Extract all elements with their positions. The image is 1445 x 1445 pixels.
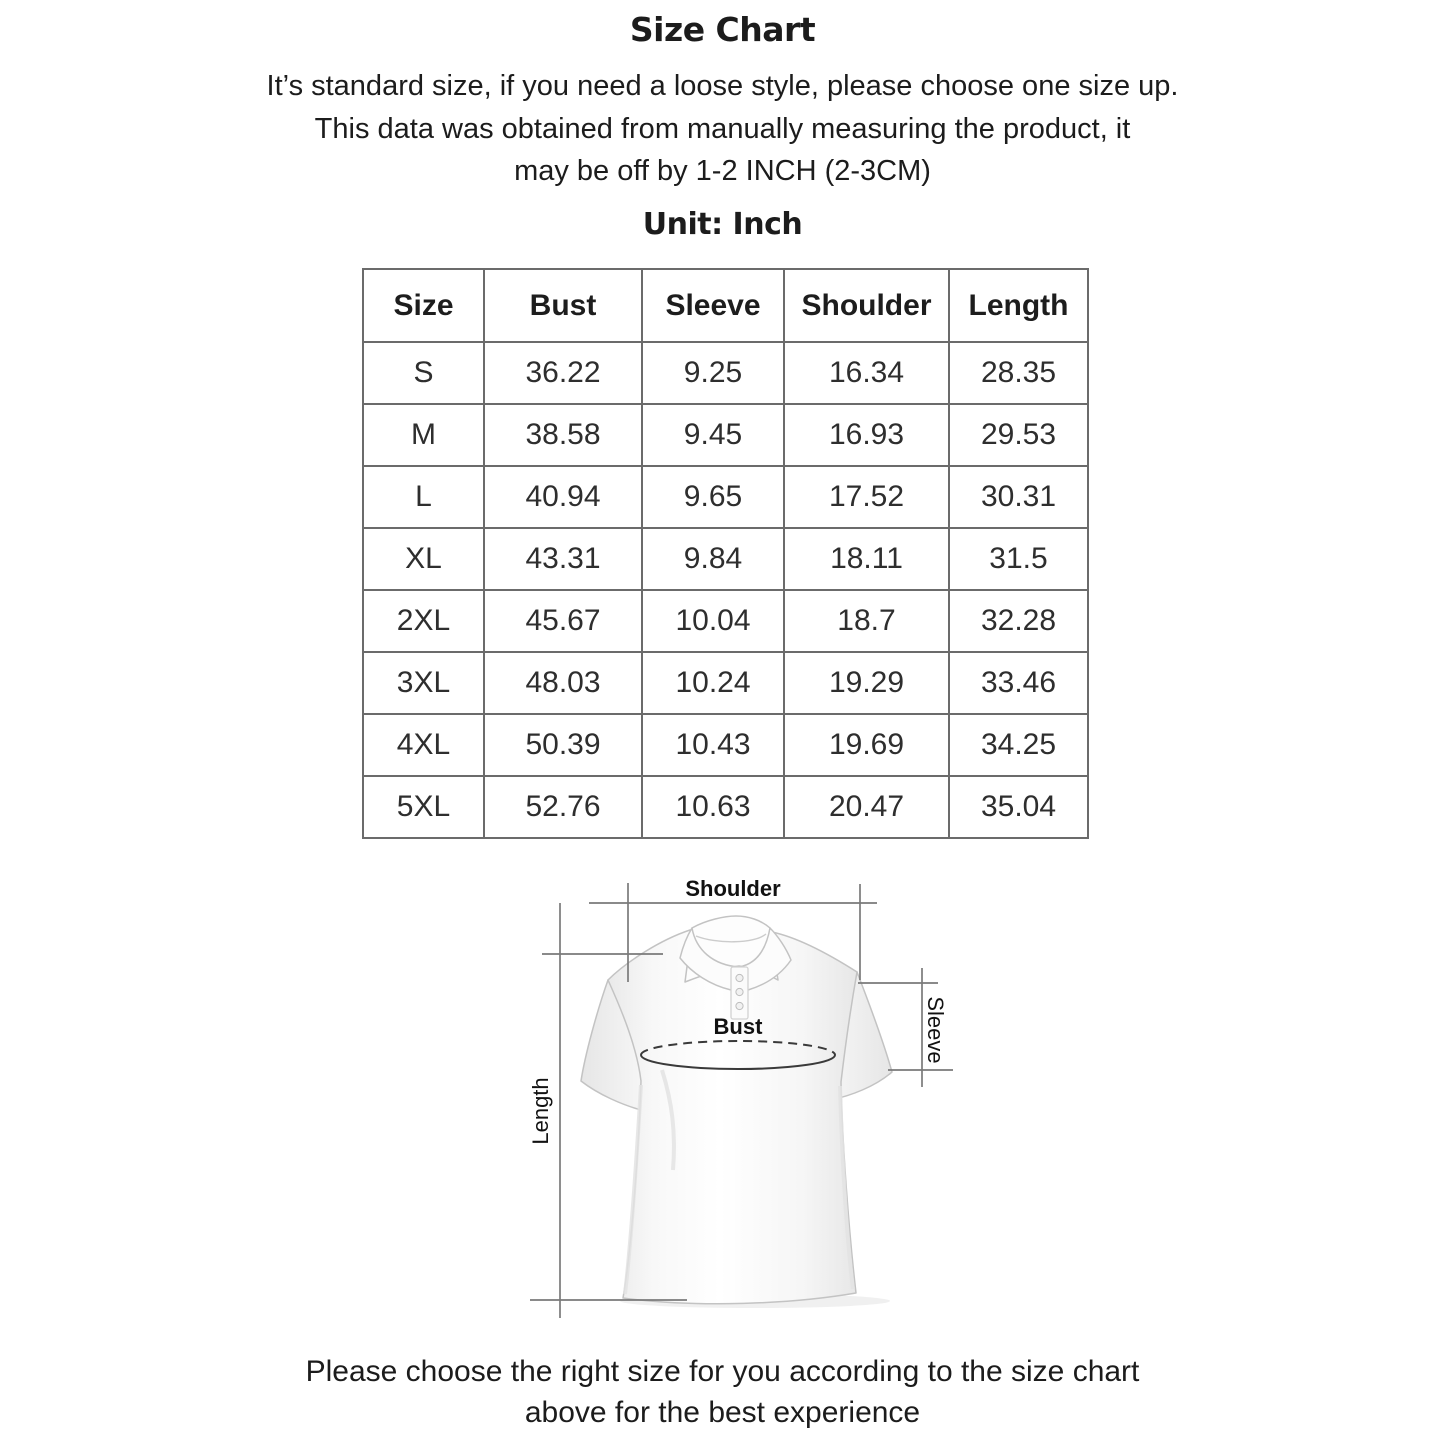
cell-shoulder: 16.34 (784, 342, 949, 404)
cell-sleeve: 9.65 (642, 466, 784, 528)
table-header-row (363, 269, 1088, 342)
table-row (363, 466, 1088, 528)
cell-sleeve: 10.63 (642, 776, 784, 838)
cell-length: 32.28 (949, 590, 1088, 652)
cell-length: 31.5 (949, 528, 1088, 590)
cell-size: L (363, 466, 484, 528)
bust-label: Bust (713, 1014, 763, 1039)
cell-length: 29.53 (949, 404, 1088, 466)
cell-sleeve: 9.45 (642, 404, 784, 466)
cell-shoulder: 20.47 (784, 776, 949, 838)
size-table (362, 268, 1089, 839)
unit-label: Unit: Inch (642, 207, 803, 242)
intro-text-line-3: may be off by 1-2 INCH (2-3CM) (514, 155, 931, 187)
cell-size: M (363, 404, 484, 466)
column-header-bust: Bust (484, 269, 642, 342)
cell-size: 4XL (363, 714, 484, 776)
cell-bust: 40.94 (484, 466, 642, 528)
cell-bust: 45.67 (484, 590, 642, 652)
footer-note-line-1: Please choose the right size for you according to the size chart (305, 1355, 1140, 1388)
cell-bust: 48.03 (484, 652, 642, 714)
intro-text (0, 65, 1445, 193)
cell-bust: 38.58 (484, 404, 642, 466)
cell-sleeve: 9.84 (642, 528, 784, 590)
cell-shoulder: 16.93 (784, 404, 949, 466)
cell-shoulder: 18.11 (784, 528, 949, 590)
intro-text-line-2: This data was obtained from manually measuring the product, it (314, 112, 1131, 145)
footer-note-line-2: above for the best experience (524, 1396, 921, 1429)
sleeve-label: Sleeve (923, 996, 948, 1064)
shirt-measurement-diagram (520, 870, 980, 1330)
intro-text-line-1: It’s standard size, if you need a loose style, please choose one size up. (266, 70, 1179, 102)
placket-button (736, 1002, 743, 1009)
cell-sleeve: 10.04 (642, 590, 784, 652)
cell-size: 3XL (363, 652, 484, 714)
table-row (363, 342, 1088, 404)
placket-button (736, 974, 743, 981)
column-header-sleeve: Sleeve (642, 269, 784, 342)
table-row (363, 714, 1088, 776)
table-row (363, 528, 1088, 590)
cell-length: 33.46 (949, 652, 1088, 714)
table-row (363, 404, 1088, 466)
cell-length: 28.35 (949, 342, 1088, 404)
cell-bust: 36.22 (484, 342, 642, 404)
placket-button (736, 988, 743, 995)
cell-length: 35.04 (949, 776, 1088, 838)
table-row (363, 652, 1088, 714)
page-title: Size Chart (629, 10, 816, 49)
cell-sleeve: 10.43 (642, 714, 784, 776)
cell-sleeve: 9.25 (642, 342, 784, 404)
cell-size: XL (363, 528, 484, 590)
cell-length: 34.25 (949, 714, 1088, 776)
cell-shoulder: 18.7 (784, 590, 949, 652)
cell-size: 2XL (363, 590, 484, 652)
cell-size: S (363, 342, 484, 404)
cell-length: 30.31 (949, 466, 1088, 528)
cell-bust: 50.39 (484, 714, 642, 776)
cell-sleeve: 10.24 (642, 652, 784, 714)
length-label: Length (528, 1077, 553, 1145)
column-header-length: Length (949, 269, 1088, 342)
table-row (363, 776, 1088, 838)
cell-shoulder: 17.52 (784, 466, 949, 528)
cell-shoulder: 19.29 (784, 652, 949, 714)
cell-bust: 43.31 (484, 528, 642, 590)
shoulder-label: Shoulder (685, 876, 781, 901)
column-header-size: Size (363, 269, 484, 342)
footer-note (0, 1351, 1445, 1433)
cell-size: 5XL (363, 776, 484, 838)
cell-shoulder: 19.69 (784, 714, 949, 776)
cell-bust: 52.76 (484, 776, 642, 838)
table-row (363, 590, 1088, 652)
column-header-shoulder: Shoulder (784, 269, 949, 342)
